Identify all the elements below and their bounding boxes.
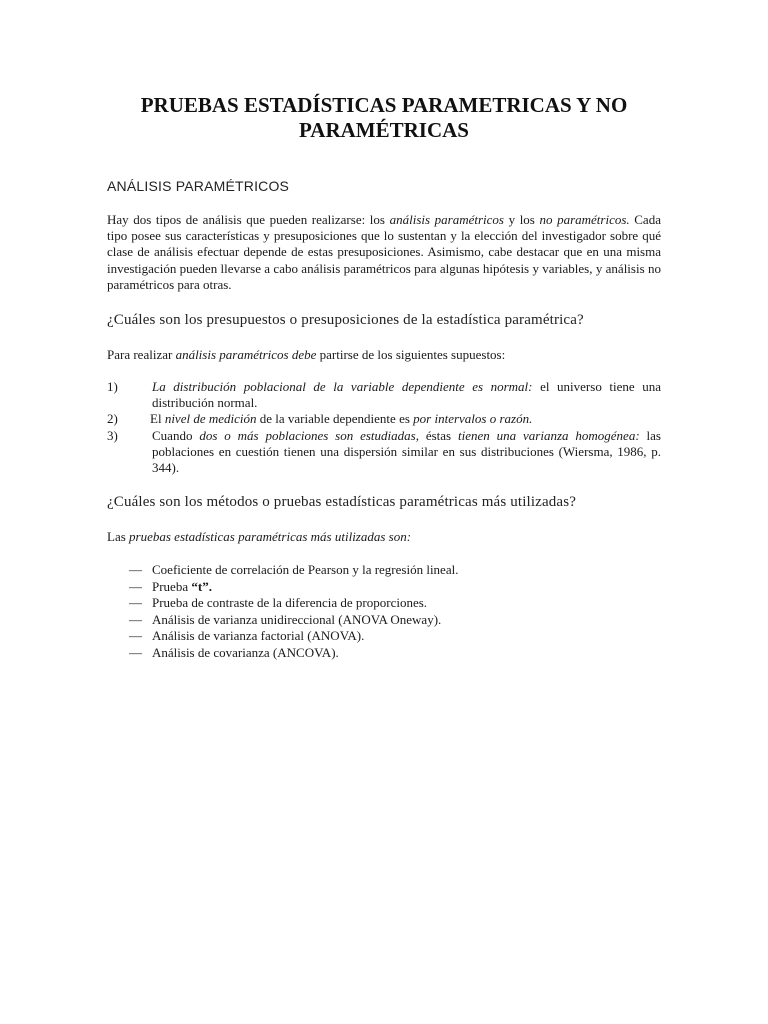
tests-list xyxy=(129,562,458,662)
list-item: 3) Cuando dos o más poblaciones son estudiadas, éstas tienen una varianza homogénea: las poblaciones en cuestión tienen una dispersión similar en sus distribuciones (Wiersma, 1986, p. 344). xyxy=(107,427,661,476)
list-item: — Análisis de varianza factorial (ANOVA). xyxy=(129,628,365,644)
list-item: — Prueba “t”. xyxy=(129,578,212,594)
list-item: — Análisis de varianza unidireccional (ANOVA Oneway). xyxy=(129,611,442,627)
intro-paragraph: Hay dos tipos de análisis que pueden realizarse: los análisis paramétricos y los no paramétricos. Cada tipo posee sus características y presuposiciones que lo sustentan y la elección del investigador sobre qué clase de análisis efectuar depende de estas presuposiciones. Asimismo, cabe destacar que en una misma investigación pueden llevarse a cabo análisis paramétricos para algunas hipótesis y variables, y análisis no paramétricos para otras. xyxy=(107,212,661,292)
list-item: — Prueba de contraste de la diferencia de proporciones. xyxy=(129,595,428,611)
list-item: — Coeficiente de correlación de Pearson y la regresión lineal. xyxy=(129,562,459,577)
list-item: 1) La distribución poblacional de la variable dependiente es normal: el universo tiene una distribución normal. xyxy=(107,379,662,411)
assumptions-lead: Para realizar análisis paramétricos debe partirse de los siguientes supuestos: xyxy=(107,347,506,362)
title-line-2: PARAMÉTRICAS xyxy=(299,118,469,142)
title-line-1: PRUEBAS ESTADÍSTICAS PARAMETRICAS Y NO xyxy=(140,93,628,117)
list-item: — Análisis de covarianza (ANCOVA). xyxy=(129,644,339,660)
question-heading-1: ¿Cuáles son los presupuestos o presuposiciones de la estadística paramétrica? xyxy=(107,312,584,328)
list-item: 2) El nivel de medición de la variable dependiente es por intervalos o razón. xyxy=(107,411,533,427)
document-title xyxy=(107,93,661,143)
assumptions-list xyxy=(107,379,661,476)
question-heading-2: ¿Cuáles son los métodos o pruebas estadísticas paramétricas más utilizadas? xyxy=(107,494,577,510)
section-heading: ANÁLISIS PARAMÉTRICOS xyxy=(107,178,290,194)
tests-lead: Las pruebas estadísticas paramétricas más utilizadas son: xyxy=(107,529,412,544)
